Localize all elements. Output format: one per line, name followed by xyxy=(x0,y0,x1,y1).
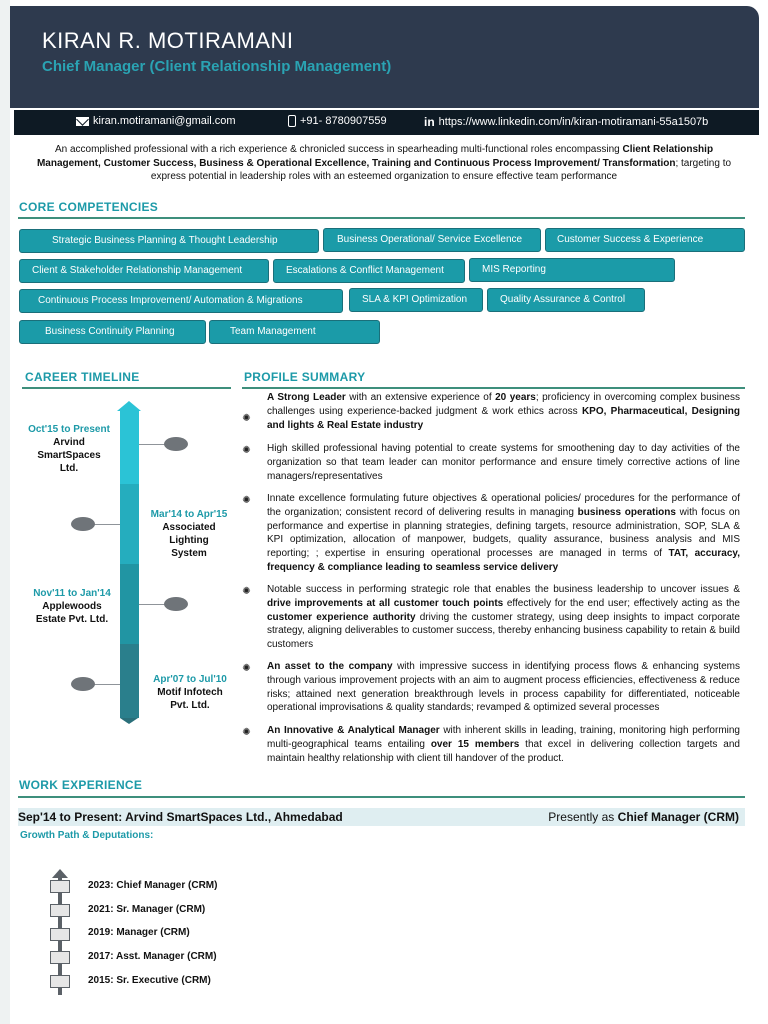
growth-marker xyxy=(50,880,70,893)
profile-rule xyxy=(242,387,745,389)
profile-text: with inherent skills in leading, training, monitoring high performing multi-geographical teams entailing xyxy=(267,725,740,750)
profile-text: Innate excellence formulating future objectives & operational policies/ procedures for the performance of the organization; consistent record of delivering results in managing xyxy=(267,493,740,518)
intro-text-2: ; targeting to express potential in leadership roles with an esteemed organization to ensure effective team performance xyxy=(150,157,732,182)
bullet-icon: ✺ xyxy=(242,586,251,597)
job-header xyxy=(18,808,745,826)
timeline-company: Applewoods Estate Pvt. Ltd. xyxy=(35,601,109,625)
profile-highlight: An asset to the company xyxy=(267,661,393,672)
bullet-icon: ✺ xyxy=(242,663,251,674)
timeline-entry xyxy=(136,508,242,560)
timeline-arrow-tail xyxy=(120,718,138,724)
timeline-dot xyxy=(164,437,188,451)
growth-item: 2017: Asst. Manager (CRM) xyxy=(88,951,217,962)
timeline-date: Oct'15 to Present xyxy=(28,424,110,435)
resume-header xyxy=(10,6,759,108)
timeline-company: Motif Infotech Pvt. Ltd. xyxy=(157,687,223,711)
timeline-company: Associated Lighting System xyxy=(162,522,216,559)
growth-item: 2023: Chief Manager (CRM) xyxy=(88,880,218,891)
profile-point xyxy=(267,583,740,652)
bullet-icon: ✺ xyxy=(242,413,251,424)
job-role-prefix: Presently as xyxy=(548,810,618,824)
profile-point xyxy=(267,391,740,432)
competency-tag: Escalations & Conflict Management xyxy=(273,259,465,283)
profile-text: driving the customer strategy, using deep insights to impact corporate strategy, aligning deliverables to customer success, thereby enhancing business capability to retain & build customers xyxy=(267,611,740,651)
timeline-connector xyxy=(139,444,165,445)
competency-tag: Client & Stakeholder Relationship Management xyxy=(19,259,269,283)
timeline-entry xyxy=(20,587,124,626)
profile-text: Notable success in performing strategic role that enables the business leadership to uncover issues & xyxy=(267,584,740,595)
core-rule xyxy=(18,217,745,219)
profile-highlight: customer experience authority xyxy=(267,611,416,623)
growth-marker xyxy=(50,975,70,988)
growth-item: 2015: Sr. Executive (CRM) xyxy=(88,975,211,986)
bullet-icon: ✺ xyxy=(242,445,251,456)
job-title-line: Sep'14 to Present: Arvind SmartSpaces Ltd., Ahmedabad xyxy=(18,810,343,824)
phone-text: +91- 8780907559 xyxy=(300,115,387,127)
profile-text: with impressive success in identifying process flows & enhancing systems through various improvement projects with an aim to augment process efficiencies, effectiveness & reduce risks; attained next generation breakthrough levels in process capability for differentiated, noticeable operational improvisations & quality standards; revamped & optimized several processes xyxy=(267,661,740,714)
email-text: kiran.motiramani@gmail.com xyxy=(93,115,236,127)
contact-bar xyxy=(14,110,759,135)
profile-text: effectively for the end user; effectively acting as the xyxy=(503,597,740,609)
profile-highlight: 20 years xyxy=(495,392,536,403)
bullet-icon: ✺ xyxy=(242,495,251,506)
timeline-connector xyxy=(94,524,120,525)
competency-tag: Quality Assurance & Control xyxy=(487,288,645,312)
linkedin-text: https://www.linkedin.com/in/kiran-motiramani-55a1507b xyxy=(438,116,709,128)
section-core-competencies: CORE COMPETENCIES xyxy=(19,200,159,214)
competency-tag: Strategic Business Planning & Thought Leadership xyxy=(19,229,319,253)
timeline-company: Arvind SmartSpaces Ltd. xyxy=(37,437,101,474)
timeline-connector xyxy=(94,684,120,685)
profile-highlight: TAT, accuracy, frequency & compliance leading to seamless service delivery xyxy=(267,548,740,573)
candidate-name: KIRAN R. MOTIRAMANI xyxy=(42,28,294,53)
profile-text: High skilled professional having potential to create systems for smoothening day to day activities of the organization so that team leader can monitor performance and ensure timely corrective actions of line managers/representatives xyxy=(267,443,740,482)
profile-text: with an extensive experience of xyxy=(345,392,496,403)
growth-marker xyxy=(50,928,70,941)
linkedin-icon: in xyxy=(424,115,435,129)
timeline-dot xyxy=(71,517,95,531)
candidate-title: Chief Manager (Client Relationship Management) xyxy=(42,58,392,75)
growth-item: 2019: Manager (CRM) xyxy=(88,927,190,938)
competency-tag: Customer Success & Experience xyxy=(545,228,745,252)
timeline-entry xyxy=(140,673,240,712)
profile-point xyxy=(267,724,740,765)
timeline-entry xyxy=(14,423,124,475)
job-role-name: Chief Manager (CRM) xyxy=(617,810,739,824)
timeline-rule xyxy=(22,387,231,389)
contact-phone[interactable] xyxy=(288,115,387,127)
profile-highlight: drive improvements at all customer touch points xyxy=(267,597,504,609)
contact-email[interactable] xyxy=(76,115,236,127)
section-work-experience: WORK EXPERIENCE xyxy=(19,778,143,792)
section-profile-summary: PROFILE SUMMARY xyxy=(244,370,366,384)
timeline-dot xyxy=(71,677,95,691)
page-accent-strip xyxy=(0,0,10,1024)
competency-tag: SLA & KPI Optimization xyxy=(349,288,483,312)
profile-highlight: An Innovative & Analytical Manager xyxy=(267,725,440,736)
timeline-date: Nov'11 to Jan'14 xyxy=(33,588,111,599)
profile-point xyxy=(267,660,740,715)
work-rule xyxy=(18,796,745,798)
bullet-icon: ✺ xyxy=(242,727,251,738)
profile-text: that excel in delivering collection targets and maintain healthy relationship with client till handover of the product. xyxy=(267,738,740,764)
timeline-segment xyxy=(120,644,139,718)
timeline-date: Mar'14 to Apr'15 xyxy=(150,509,228,520)
competency-tag: Business Continuity Planning xyxy=(19,320,206,344)
intro-summary xyxy=(22,143,746,184)
intro-text-1: An accomplished professional with a rich experience & chronicled success in spearheading multi-functional roles encompassing xyxy=(54,144,623,155)
profile-point xyxy=(267,492,740,575)
timeline-dot xyxy=(164,597,188,611)
contact-linkedin[interactable] xyxy=(424,115,708,129)
job-current-role xyxy=(548,810,739,824)
timeline-date: Apr'07 to Jul'10 xyxy=(153,674,227,685)
profile-highlight: over 15 members xyxy=(430,738,520,750)
profile-highlight: A Strong Leader xyxy=(267,392,346,403)
phone-icon xyxy=(288,115,296,127)
section-career-timeline: CAREER TIMELINE xyxy=(25,370,140,384)
intro-keywords: Client Relationship Management, Customer Success, Business & Operational Excellence, Training and Continuous Process Improvement/ Transformation xyxy=(36,144,714,169)
growth-path-title: Growth Path & Deputations: xyxy=(20,830,154,841)
growth-marker xyxy=(50,951,70,964)
timeline-connector xyxy=(139,604,165,605)
competency-tag: Continuous Process Improvement/ Automation & Migrations xyxy=(19,289,343,313)
competency-tag: Team Management xyxy=(209,320,380,344)
profile-highlight: KPO, Pharmaceutical, Designing and lights & Real Estate industry xyxy=(267,405,740,431)
competency-tag: MIS Reporting xyxy=(469,258,675,282)
mail-icon xyxy=(76,117,89,126)
profile-text: ; proficiency in overcoming complex business challenges using experience-backed judgment & work ethics across xyxy=(267,392,740,417)
profile-highlight: business operations xyxy=(577,506,676,518)
growth-marker xyxy=(50,904,70,917)
competency-tag: Business Operational/ Service Excellence xyxy=(323,228,541,252)
profile-text: with focus on performance and expertise in planning strategies, defining targets, resource administration, SOP, SLA & KPI optimization, allocation of manpower, budgets, quality assurance, business analysis and MIS reporting; ; expertise in ensuring operational processes are managed in terms of xyxy=(267,506,740,560)
growth-item: 2021: Sr. Manager (CRM) xyxy=(88,904,206,915)
profile-point xyxy=(267,442,740,483)
timeline-arrow-head xyxy=(117,401,141,411)
